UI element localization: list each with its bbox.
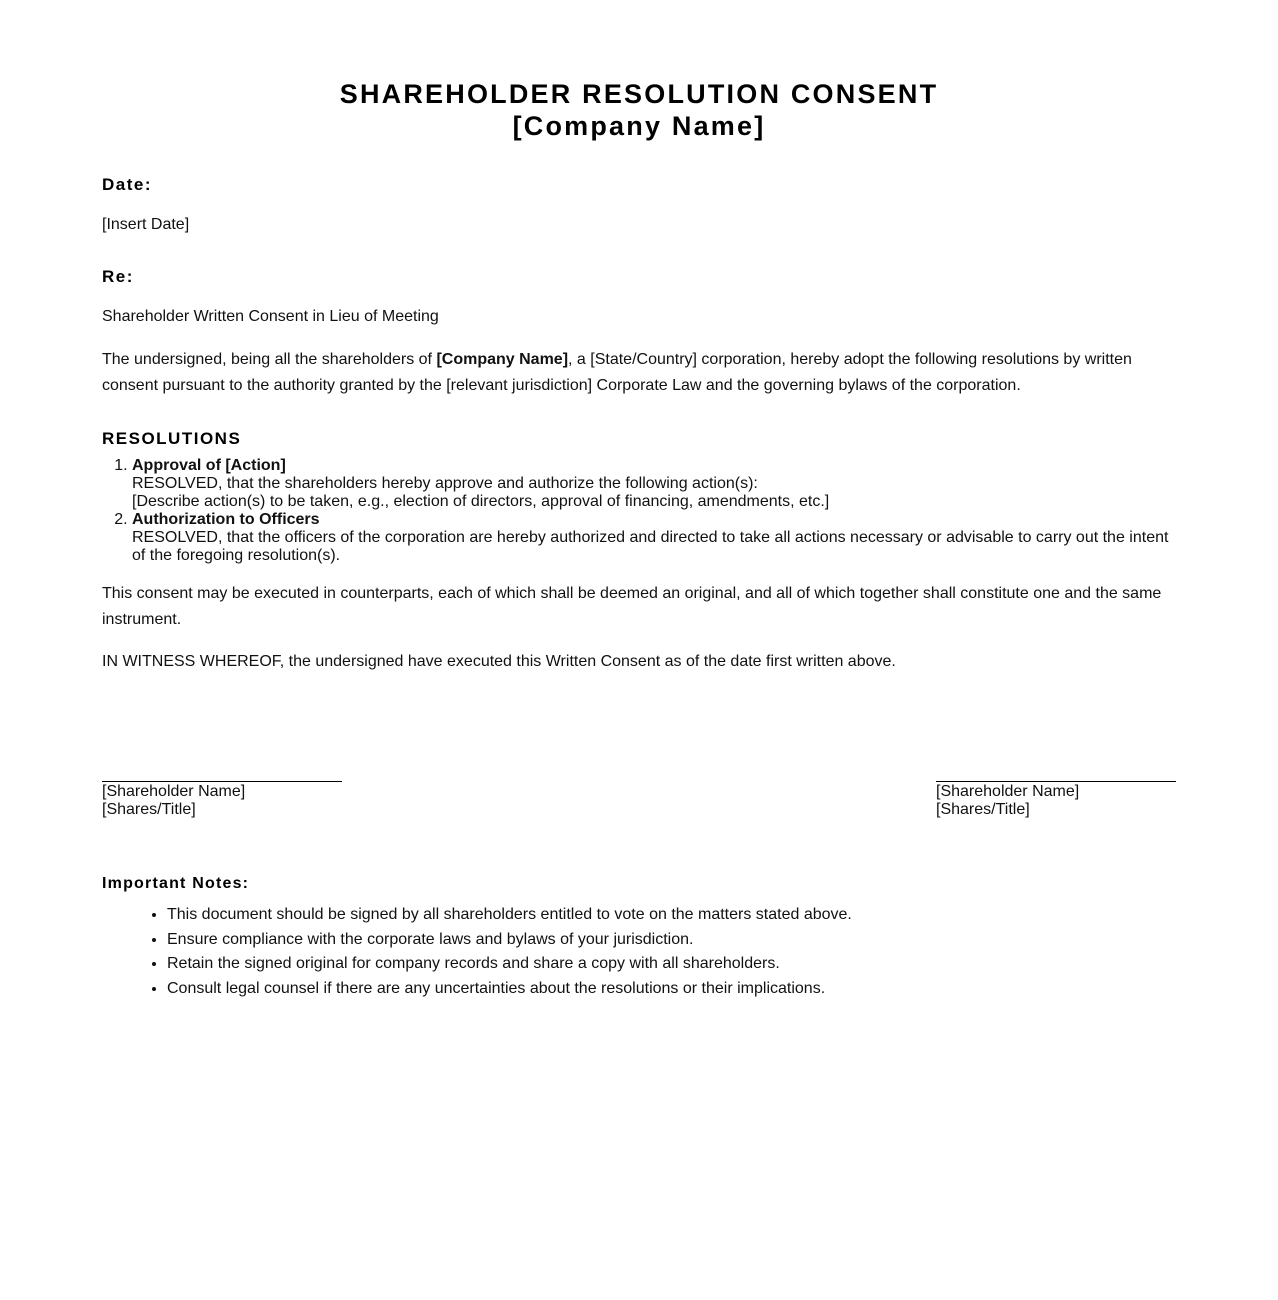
shareholder-title: [Shares/Title] (936, 801, 1030, 818)
notes-list (102, 903, 1176, 1002)
resolution-text: [Describe action(s) to be taken, e.g., election of directors, approval of financing, amendments, etc.] (132, 493, 830, 510)
intro-company-name: [Company Name] (436, 351, 569, 368)
note-item: • Ensure compliance with the corporate laws and bylaws of your jurisdiction. (167, 928, 1176, 953)
note-item: • This document should be signed by all shareholders entitled to vote on the matters stated above. (167, 903, 1176, 928)
intro-paragraph (102, 347, 1176, 399)
document-title-line1: SHAREHOLDER RESOLUTION CONSENT (339, 79, 939, 109)
signature-block-right (936, 781, 1176, 819)
shareholder-title: [Shares/Title] (102, 801, 196, 818)
shareholder-name: [Shareholder Name] (936, 783, 1080, 800)
date-value: [Insert Date] (102, 216, 190, 233)
resolution-text: RESOLVED, that the officers of the corporation are hereby authorized and directed to take all actions necessary or advisable to carry out the intent of the foregoing resolution(s). (132, 529, 1169, 564)
resolution-item (132, 457, 1176, 511)
re-value: Shareholder Written Consent in Lieu of Meeting (102, 308, 439, 325)
resolution-title: 1. Approval of [Action] (132, 457, 286, 474)
document-title-company: [Company Name] (512, 111, 766, 141)
note-item: • Retain the signed original for company records and share a copy with all shareholders. (167, 952, 1176, 977)
resolution-text: RESOLVED, that the shareholders hereby approve and authorize the following action(s): (132, 475, 758, 492)
signature-block-left (102, 781, 342, 819)
note-item: • Consult legal counsel if there are any uncertainties about the resolutions or their implications. (167, 977, 1176, 1002)
resolutions-heading: RESOLUTIONS (102, 429, 242, 448)
resolutions-list (102, 457, 1176, 565)
resolution-title: 2. Authorization to Officers (132, 511, 320, 528)
witness-paragraph: IN WITNESS WHEREOF, the undersigned have executed this Written Consent as of the date first written above. (102, 653, 896, 670)
signature-line[interactable] (936, 781, 1176, 782)
signature-line[interactable] (102, 781, 342, 782)
resolution-item (132, 511, 1176, 565)
shareholder-name: [Shareholder Name] (102, 783, 246, 800)
intro-text-end: , a [State/Country] corporation, hereby adopt the following resolutions by written consent pursuant to the authority granted by the [relevant jurisdiction] Corporate Law and the governing bylaws of the corporation. (102, 351, 1132, 394)
date-heading: Date: (102, 175, 153, 194)
notes-heading: Important Notes: (102, 875, 250, 892)
signature-section (102, 781, 1176, 841)
intro-text-start: The undersigned, being all the shareholders of (102, 351, 437, 368)
re-heading: Re: (102, 267, 134, 286)
document-content (102, 78, 1176, 1002)
counterparts-paragraph: This consent may be executed in counterparts, each of which shall be deemed an original, and all of which together shall constitute one and the same instrument. (102, 585, 1162, 628)
document-title (102, 78, 1176, 142)
